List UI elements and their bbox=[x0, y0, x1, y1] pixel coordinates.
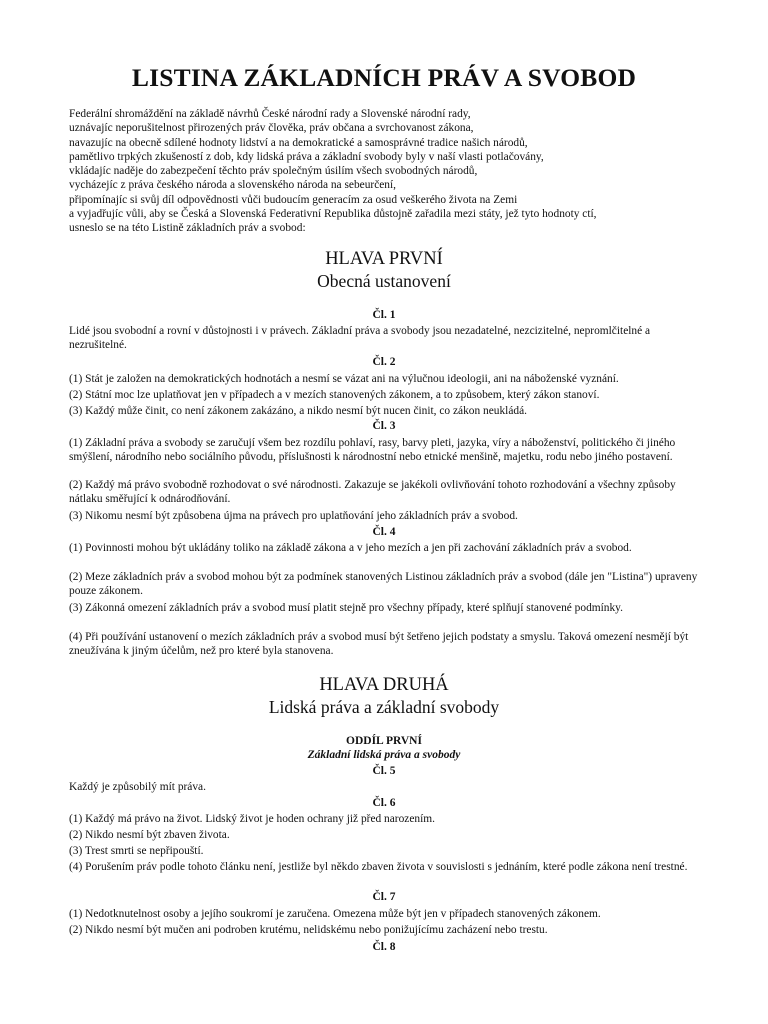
article-4-paragraph-4: (4) Při používání ustanovení o mezích základních práv a svobod musí být šetřeno jejich podstaty a smyslu. Taková omezení nesmějí být zneužívána k jiným účelům, než pro které byla stanovena. bbox=[69, 631, 689, 657]
article-1-paragraph: Lidé jsou svobodní a rovní v důstojnosti i v právech. Základní práva a svobody jsou nezadatelné, nezcizitelné, nepromlčitelné a nezrušitelné. bbox=[69, 325, 651, 351]
preamble-line: vkládajíc naděje do zabezpečení těchto práv společným úsilím všech svobodných národů, bbox=[69, 165, 478, 178]
article-4-paragraph-3: (3) Zákonná omezení základních práv a svobod musí platit stejně pro všechny případy, které splňují stanovené podmínky. bbox=[69, 602, 623, 614]
article-7-paragraph-2: (2) Nikdo nesmí být mučen ani podroben krutému, nelidskému nebo ponižujícímu zacházení nebo trestu. bbox=[69, 924, 548, 936]
preamble-line: připomínajíc si svůj díl odpovědnosti vůči budoucím generacím za osud veškerého života na Zemi bbox=[69, 193, 518, 206]
article-6-paragraph-3: (3) Trest smrti se nepřipouští. bbox=[69, 845, 204, 857]
article-5-paragraph: Každý je způsobilý mít práva. bbox=[69, 781, 206, 793]
article-heading-6: Čl. 6 bbox=[372, 797, 396, 809]
article-heading-5: Čl. 5 bbox=[372, 765, 396, 777]
article-2-paragraph-1: (1) Stát je založen na demokratických hodnotách a nesmí se vázat ani na výlučnou ideologii, ani na náboženské vyznání. bbox=[69, 373, 619, 385]
hlava-druha-title: HLAVA DRUHÁ bbox=[319, 675, 449, 695]
article-2-paragraph-2: (2) Státní moc lze uplatňovat jen v případech a v mezích stanovených zákonem, a to způsobem, který zákon stanoví. bbox=[69, 389, 600, 401]
article-4-paragraph-1: (1) Povinnosti mohou být ukládány toliko na základě zákona a v jeho mezích a jen při zachování základních práv a svobod. bbox=[69, 542, 632, 554]
article-6-paragraph-4: (4) Porušením práv podle tohoto článku není, jestliže byl někdo zbaven života v souvislosti s jednáním, které podle zákona není trestné. bbox=[69, 861, 688, 873]
oddil-title: ODDÍL PRVNÍ bbox=[346, 735, 422, 747]
article-heading-3: Čl. 3 bbox=[372, 420, 396, 432]
article-heading-7: Čl. 7 bbox=[372, 891, 396, 903]
preamble-line: Federální shromáždění na základě návrhů České národní rady a Slovenské národní rady, bbox=[69, 108, 471, 120]
preamble-line: vycházejíc z práva českého národa a slovenského národa na sebeurčení, bbox=[69, 179, 397, 192]
oddil-subtitle: Základní lidská práva a svobody bbox=[307, 749, 461, 761]
article-heading-8: Čl. 8 bbox=[372, 941, 396, 953]
preamble-line: a vyjadřujíc vůli, aby se Česká a Slovenská Federativní Republika důstojně zařadila mezi státy, jež tyto hodnoty ctí, bbox=[69, 208, 597, 221]
document-title: LISTINA ZÁKLADNÍCH PRÁV A SVOBOD bbox=[131, 63, 637, 92]
preamble-line: pamětlivo trpkých zkušeností z dob, kdy lidská práva a základní svobody byly v naší vlasti potlačovány, bbox=[69, 150, 544, 163]
article-4-paragraph-2: (2) Meze základních práv a svobod mohou být za podmínek stanovených Listinou základních práv a svobod (dále jen "Listina") upraveny pouze zákonem. bbox=[69, 571, 698, 597]
article-6-paragraph-1: (1) Každý má právo na život. Lidský život je hoden ochrany již před narozením. bbox=[69, 813, 435, 825]
article-heading-2: Čl. 2 bbox=[372, 356, 396, 368]
article-heading-4: Čl. 4 bbox=[372, 526, 396, 538]
article-3-paragraph-2: (2) Každý má právo svobodně rozhodovat o své národnosti. Zakazuje se jakékoli ovlivňování tohoto rozhodování a všechny způsoby nátlaku směřující k odnárodňování. bbox=[69, 479, 676, 505]
preamble-line: usneslo se na této Listině základních práv a svobod: bbox=[69, 222, 306, 235]
article-2-paragraph-3: (3) Každý může činit, co není zákonem zakázáno, a nikdo nesmí být nucen činit, co zákon neukládá. bbox=[69, 405, 527, 417]
article-3-paragraph-1: (1) Základní práva a svobody se zaručují všem bez rozdílu pohlaví, rasy, barvy pleti, jazyka, víry a náboženství, politického či jiného smýšlení, národního nebo sociálního původu, příslušnosti k národnostní nebo etnické menšině, majetku, rodu nebo jiného postavení. bbox=[69, 437, 676, 463]
hlava-druha-subtitle: Lidská práva a základní svobody bbox=[268, 697, 500, 717]
article-heading-1: Čl. 1 bbox=[372, 309, 396, 321]
hlava-prvni-subtitle: Obecná ustanovení bbox=[317, 271, 451, 291]
article-6-paragraph-2: (2) Nikdo nesmí být zbaven života. bbox=[69, 829, 230, 841]
preamble-line: uznávajíc neporušitelnost přirozených práv člověka, práv občana a svrchovanost zákona, bbox=[69, 122, 474, 135]
article-3-paragraph-3: (3) Nikomu nesmí být způsobena újma na právech pro uplatňování jeho základních práv a svobod. bbox=[69, 510, 518, 522]
article-7-paragraph-1: (1) Nedotknutelnost osoby a jejího soukromí je zaručena. Omezena může být jen v případech stanovených zákonem. bbox=[69, 908, 601, 920]
preamble-line: navazujíc na obecně sdílené hodnoty lidství a na demokratické a samosprávné tradice našich národů, bbox=[69, 136, 528, 149]
preamble bbox=[69, 107, 729, 236]
hlava-prvni-title: HLAVA PRVNÍ bbox=[325, 249, 443, 269]
